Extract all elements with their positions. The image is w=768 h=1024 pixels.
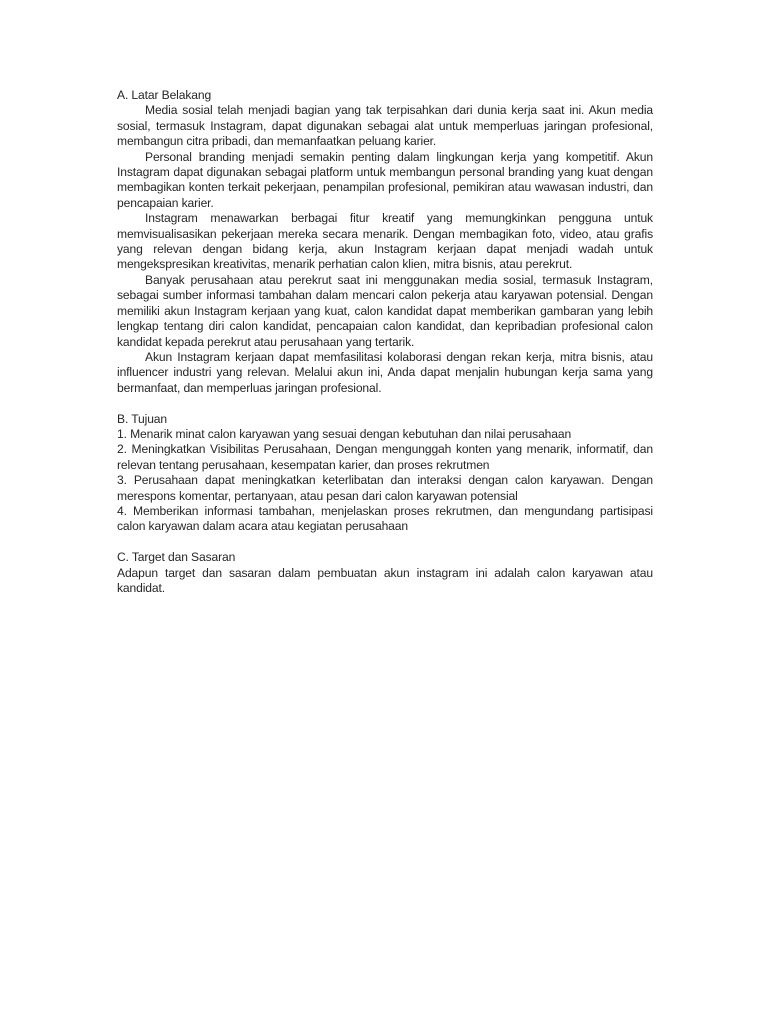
list-item: 4. Memberikan informasi tambahan, menjelaskan proses rekrutmen, dan mengundang partisipasi calon karyawan dalam acara atau kegiatan perusahaan: [117, 503, 653, 534]
list-item: 2. Meningkatkan Visibilitas Perusahaan, Dengan mengunggah konten yang menarik, informatif, dan relevan tentang perusahaan, kesempatan karier, dan proses rekrutmen: [117, 442, 653, 472]
section-heading-latar-belakang: A. Latar Belakang: [117, 88, 212, 102]
paragraph: Adapun target dan sasaran dalam pembuatan akun instagram ini adalah calon karyawan atau kandidat.: [117, 565, 653, 595]
list-item: 1. Menarik minat calon karyawan yang sesuai dengan kebutuhan dan nilai perusahaan: [117, 426, 572, 441]
paragraph: Personal branding menjadi semakin penting dalam lingkungan kerja yang kompetitif. Akun Instagram dapat digunakan sebagai platform untuk membangun personal branding yang kuat dengan membagikan konten terkait pekerjaan, penampilan profesional, pemikiran atau wawasan industri, dan pencapaian karier.: [117, 149, 653, 210]
section-tujuan: [117, 412, 653, 535]
section-latar-belakang: [117, 88, 653, 396]
paragraph: Media sosial telah menjadi bagian yang tak terpisahkan dari dunia kerja saat ini. Akun media sosial, termasuk Instagram, dapat digunakan sebagai alat untuk memperluas jaringan profesional, membangun citra pribadi, dan memanfaatkan peluang karier.: [117, 103, 653, 149]
section-heading-tujuan: B. Tujuan: [117, 411, 168, 426]
list-item: 3. Perusahaan dapat meningkatkan keterlibatan dan interaksi dengan calon karyawan. Dengan merespons komentar, pertanyaan, atau pesan dari calon karyawan potensial: [117, 473, 653, 503]
section-target-dan-sasaran: [117, 550, 653, 596]
document-body: [117, 88, 653, 596]
paragraph: Akun Instagram kerjaan dapat memfasilitasi kolaborasi dengan rekan kerja, mitra bisnis, atau influencer industri yang relevan. Melalui akun ini, Anda dapat menjalin hubungan kerja sama yang bermanfaat, dan memperluas jaringan profesional.: [117, 349, 653, 395]
section-heading-target-dan-sasaran: C. Target dan Sasaran: [117, 550, 236, 565]
paragraph: Instagram menawarkan berbagai fitur kreatif yang memungkinkan pengguna untuk memvisualisasikan pekerjaan mereka secara menarik. Dengan membagikan foto, video, atau grafis yang relevan dengan bidang kerja, akun Instagram kerjaan dapat menjadi wadah untuk mengekspresikan kreativitas, menarik perhatian calon klien, mitra bisnis, atau perekrut.: [117, 211, 653, 272]
paragraph: Banyak perusahaan atau perekrut saat ini menggunakan media sosial, termasuk Instagram, sebagai sumber informasi tambahan dalam mencari calon pekerja atau karyawan potensial. Dengan memiliki akun Instagram kerjaan yang kuat, calon kandidat dapat memberikan gambaran yang lebih lengkap tentang diri calon kandidat, pencapaian calon kandidat, dan kepribadian profesional calon kandidat kepada perekrut atau perusahaan yang tertarik.: [117, 272, 653, 349]
